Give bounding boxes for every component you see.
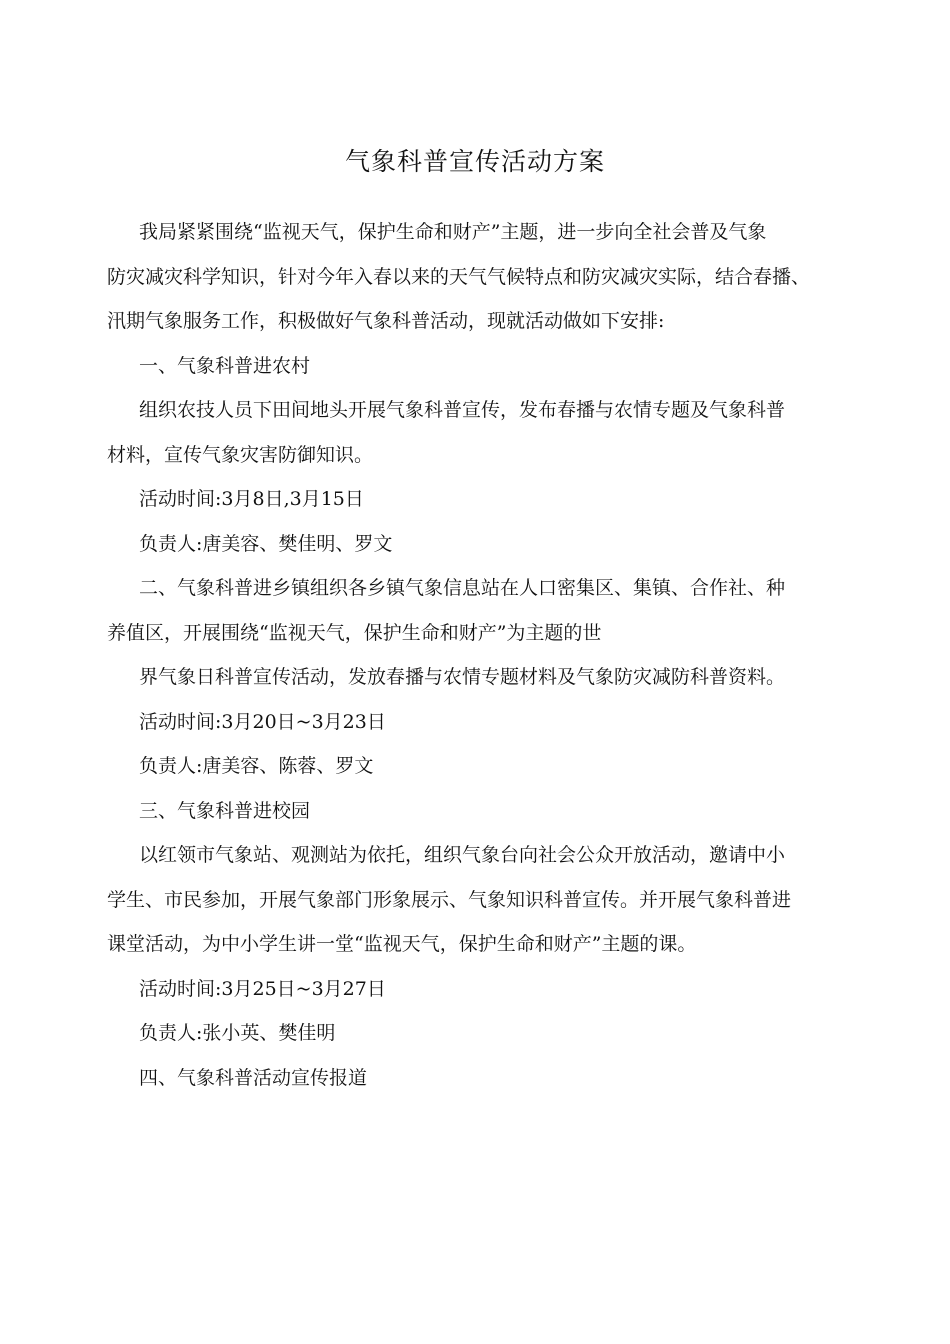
responsible-persons: 负责人:唐美容、樊佳明、罗文	[139, 532, 393, 555]
paragraph-line: 汛期气象服务工作，积极做好气象科普活动，现就活动做如下安排:	[107, 310, 665, 332]
activity-time: 活动时间:3月8日,3月15日	[139, 488, 364, 510]
responsible-persons: 负责人:张小英、樊佳明	[139, 1022, 336, 1044]
activity-time: 活动时间:3月20日~3月23日	[139, 710, 386, 733]
paragraph-line: 材料，宣传气象灾害防御知识。	[107, 443, 374, 466]
section-heading: 三、气象科普进校园	[139, 799, 311, 822]
paragraph-line: 防灾减灾科学知识，针对今年入春以来的天气气候特点和防灾减灾实际，结合春播、	[107, 265, 811, 288]
paragraph-line: 养值区，开展围绕“监视天气，保护生命和财产”为主题的世	[107, 621, 602, 644]
section-heading: 二、气象科普进乡镇组织各乡镇气象信息站在人口密集区、集镇、合作社、种	[139, 577, 786, 599]
paragraph-line: 我局紧紧围绕“监视天气，保护生命和财产”主题，进一步向全社会普及气象	[139, 221, 767, 243]
paragraph-line: 课堂活动，为中小学生讲一堂“监视天气，保护生命和财产”主题的课。	[107, 933, 697, 955]
section-heading: 四、气象科普活动宣传报道	[139, 1066, 368, 1089]
document-body	[107, 210, 852, 1100]
responsible-persons: 负责人:唐美容、陈蓉、罗文	[139, 755, 374, 777]
section-heading: 一、气象科普进农村	[139, 354, 311, 377]
paragraph-line: 界气象日科普宣传活动，发放春播与农情专题材料及气象防灾减防科普资料。	[139, 666, 786, 688]
paragraph-line: 学生、市民参加，开展气象部门形象展示、气象知识科普宣传。并开展气象科普进	[107, 888, 792, 911]
document-title: 气象科普宣传活动方案	[344, 147, 605, 176]
activity-time: 活动时间:3月25日~3月27日	[139, 977, 386, 1000]
paragraph-line: 组织农技人员下田间地头开展气象科普宣传，发布春播与农情专题及气象科普	[139, 399, 786, 421]
paragraph-line: 以红领市气象站、观测站为依托，组织气象台向社会公众开放活动，邀请中小	[139, 844, 786, 866]
